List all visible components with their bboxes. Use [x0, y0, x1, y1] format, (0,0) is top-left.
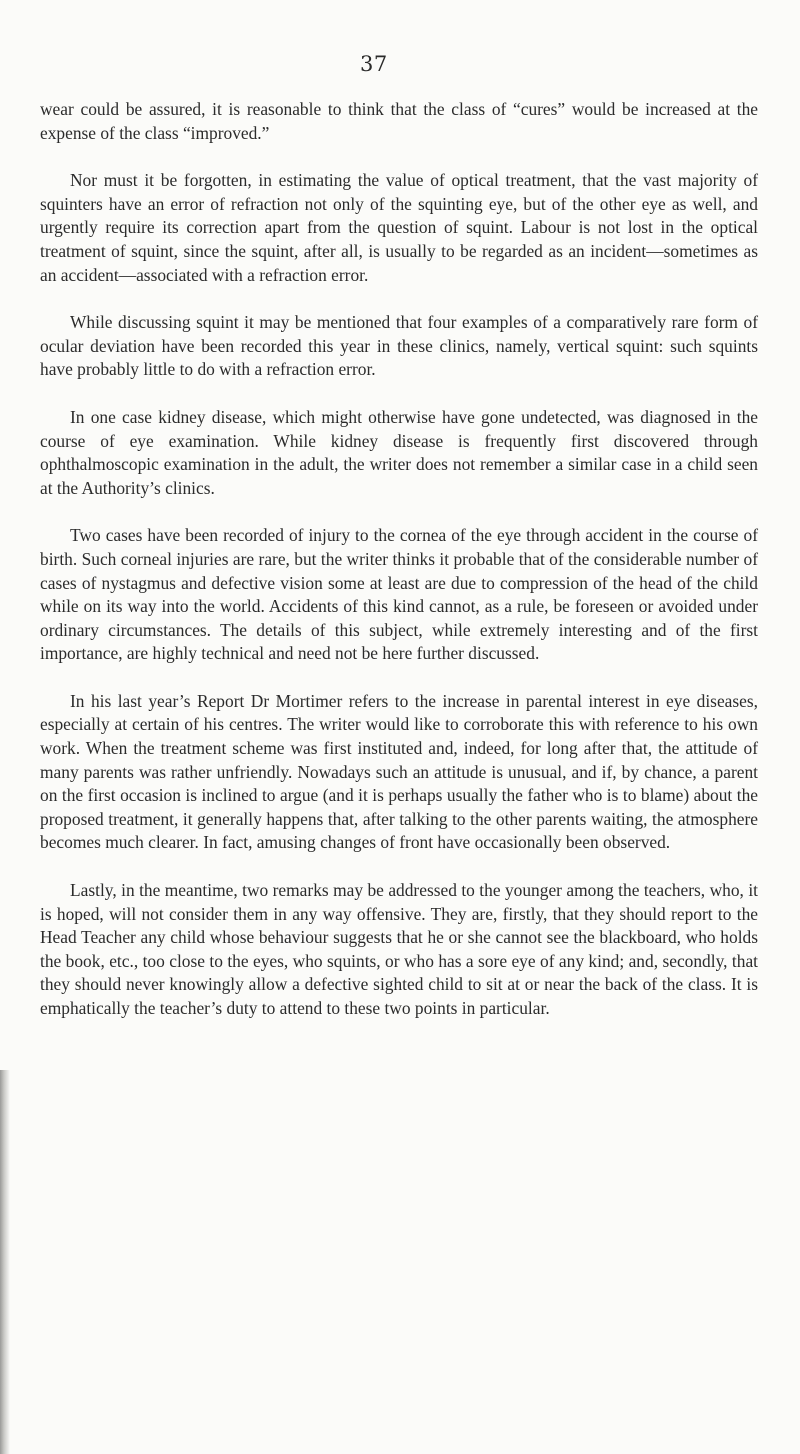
paragraph-4: In one case kidney disease, which might otherwise have gone undetected, was diagnosed in the course of eye examination. While kidney disease is frequently first discovered through ophthalmoscopic examination in the adult, the writer does not remember a similar case in a child seen at the Authority’s clinics.: [40, 406, 758, 498]
paragraph-1: wear could be assured, it is reasonable to think that the class of “cures” would be increased at the expense of the class “improved.”: [40, 99, 758, 143]
page-number: 37: [360, 52, 388, 76]
paragraph-7: Lastly, in the meantime, two remarks may be addressed to the younger among the teachers, who, it is hoped, will not consider them in any way offensive. They are, firstly, that they should report to the Head Teacher any child whose behaviour suggests that he or she cannot see the blackboard, who holds the book, etc., too close to the eyes, who squints, or who has a sore eye of any kind; and, secondly, that they should never knowingly allow a defective sighted child to sit at or near the back of the class. It is emphatically the teacher’s duty to attend to these two points in particular.: [40, 880, 758, 1018]
paragraph-5: Two cases have been recorded of injury to the cornea of the eye through accident in the course of birth. Such corneal injuries are rare, but the writer thinks it probable that of the considerable number of cases of nystagmus and defective vision some at least are due to compression of the head of the child while on its way into the world. Accidents of this kind cannot, as a rule, be foreseen or avoided under ordinary circumstances. The details of this subject, while extremely interesting and of the first importance, are highly technical and need not be here further discussed.: [40, 525, 758, 664]
paragraph-2: Nor must it be forgotten, in estimating the value of optical treatment, that the vast majority of squinters have an error of refraction not only of the squinting eye, but of the other eye as well, and urgently require its correction apart from the question of squint. Labour is not lost in the optical treatment of squint, since the squint, after all, is usually to be regarded as an incident—sometimes as an accident—associated with a refraction error.: [40, 170, 758, 285]
paragraph-6: In his last year’s Report Dr Mortimer refers to the increase in parental interest in eye diseases, especially at certain of his centres. The writer would like to corroborate this with reference to his own work. When the treatment scheme was first instituted and, indeed, for long after that, the attitude of many parents was rather unfriendly. Nowadays such an attitude is unusual, and if, by chance, a parent on the first occasion is inclined to argue (and it is perhaps usually the father who is to blame) about the proposed treatment, it generally happens that, after talking to the other parents waiting, the atmosphere becomes much clearer. In fact, amusing changes of front have occasionally been observed.: [40, 690, 758, 853]
paragraph-3: While discussing squint it may be mentioned that four examples of a comparatively rare form of ocular deviation have been recorded this year in these clinics, namely, vertical squint: such squints have probably little to do with a refraction error.: [40, 312, 758, 380]
body-text: [40, 98, 758, 1045]
page-binding-shadow: [0, 1070, 10, 1454]
